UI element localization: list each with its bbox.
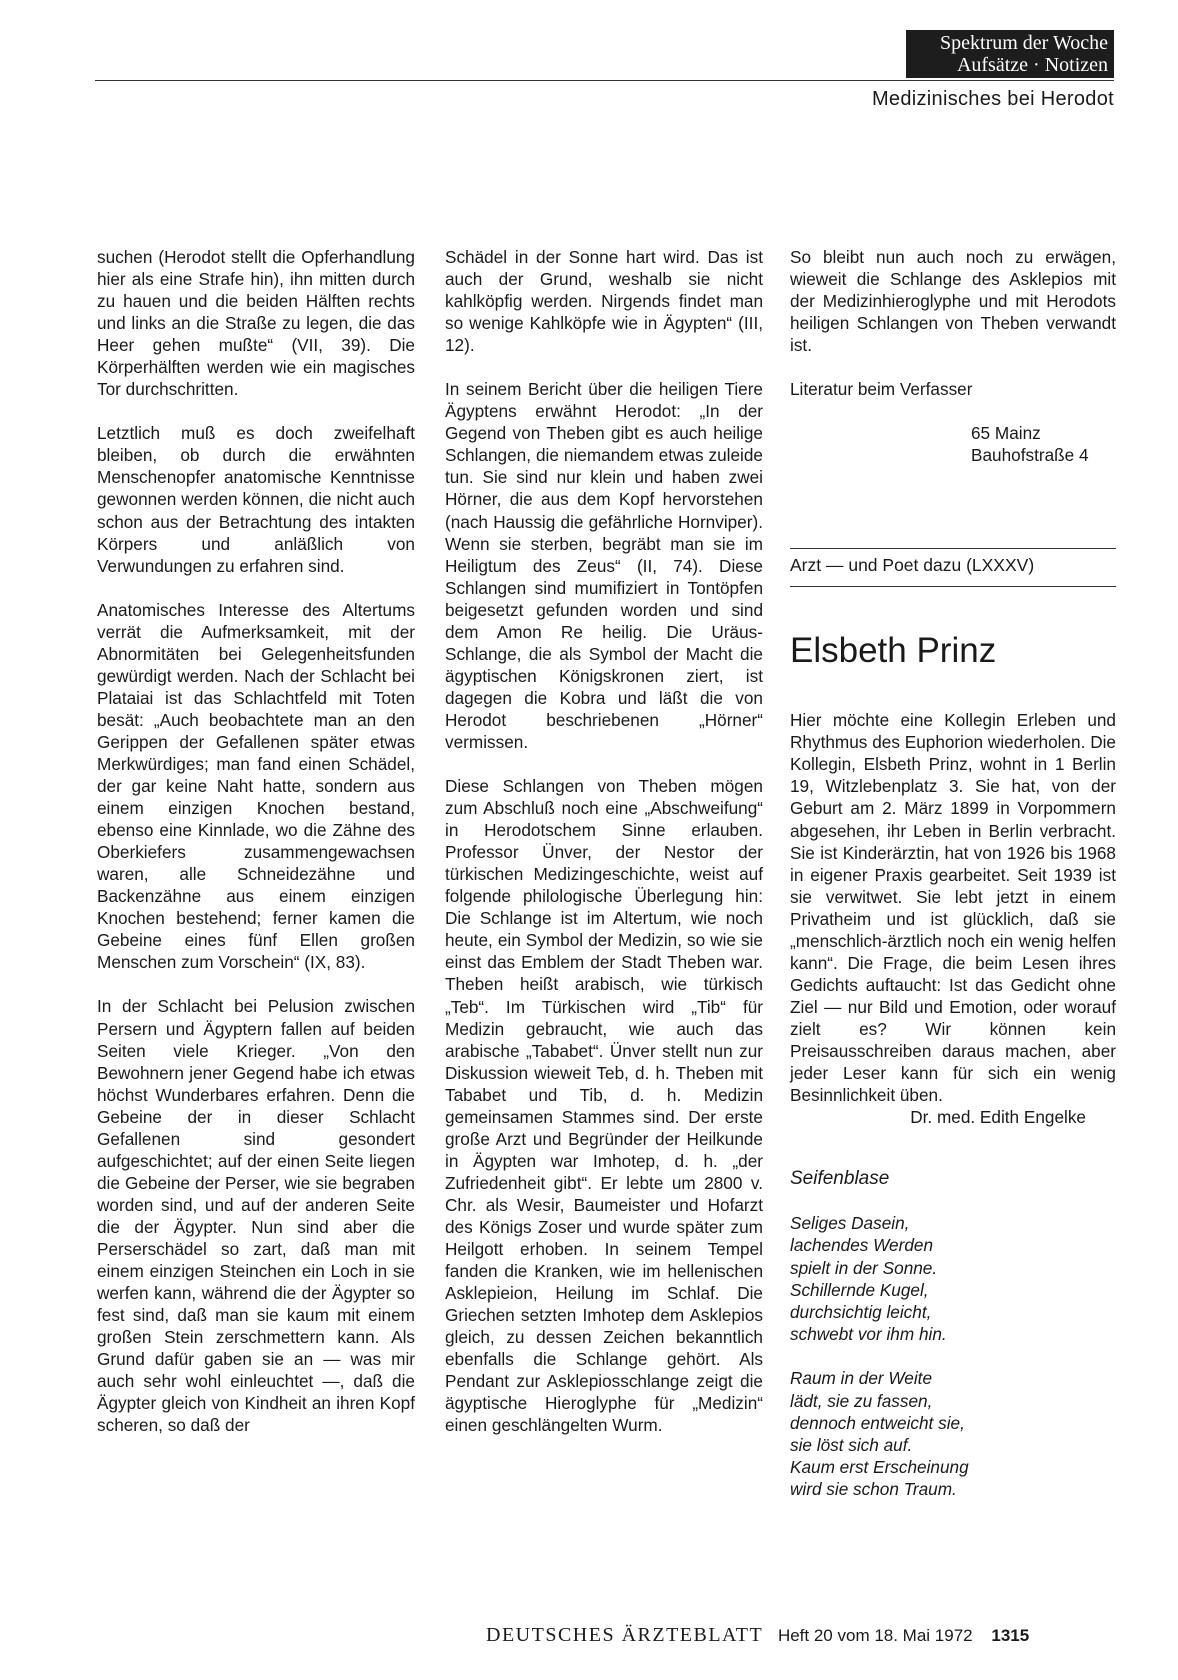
poem-line: sie löst sich auf.: [790, 1435, 913, 1456]
header-rule: [95, 80, 1114, 81]
closing-paragraph: So bleibt nun auch noch zu erwägen, wieweit die Schlange des Asklepios mit der Medizinhieroglyphe und mit Herodots heiligen Schlangen von Theben verwandt ist.: [790, 247, 1116, 356]
journal-name: DEUTSCHES ÄRZTEBLATT: [486, 1624, 764, 1646]
poem-stanza-2: [790, 1367, 1116, 1500]
paragraph: Diese Schlangen von Theben mögen zum Abschluß noch eine „Abschweifung“ in Herodotschem Sinne erlauben. Professor Ünver, der Nestor der türkischen Medizingeschichte, weist auf folgende philologische Überlegung hin: Die Schlange ist im Altertum, wie noch heute, ein Symbol der Medizin, so wie sie einst das Emblem der Stadt Theben war. Theben heißt arabisch, wie türkisch „Teb“. Im Türkischen wird „Tib“ für Medizin gebraucht, wie auch das arabische „Tababet“. Ünver stellt nun zur Diskussion wieweit Teb, d. h. Theben mit Tababet und Tib, d. h. Medizin gemeinsamen Stammes sind. Der erste große Arzt und Begründer der Heilkunde in Ägypten war Imhotep, d. h. „der Zufriedenheit gibt“. Er lebte um 2800 v. Chr. als Wesir, Baumeister und Hofarzt des Königs Zoser und wurde später zum Heilgott erhoben. In seinem Tempel fanden die Kranken, wie im hellenischen Asklepieion, Heilung im Schlaf. Die Griechen setzten Imhotep dem Asklepios gleich, zu dessen Zeichen bekanntlich ebenfalls die Schlange gehört. Als Pendant zur Asklepiosschlange zeigt die ägyptische Hieroglyphe für „Medizin“ einen geschlängelten Wurm.: [445, 776, 763, 1436]
poem-line: lädt, sie zu fassen,: [790, 1390, 933, 1411]
poem-line: durchsichtig leicht,: [790, 1302, 932, 1323]
page-footer: [486, 1624, 1029, 1647]
poem-line: lachendes Werden: [790, 1235, 934, 1256]
article-topic: Medizinisches bei Herodot: [871, 88, 1114, 110]
signature: Dr. med. Edith Engelke: [910, 1107, 1086, 1128]
address-line: 65 Mainz: [971, 423, 1041, 444]
paragraph: Anatomisches Interesse des Altertums verrät die Aufmerksamkeit, mit der Abnormitäten bei Gelegenheitsfunden gewürdigt werden. Nach der Schlacht bei Plataiai ist das Schlachtfeld mit Toten besät: „Auch beobachtete man an den Gerippen der Gefallenen später etwas Merkwürdiges; man fand einen Schädel, der gar keine Naht hatte, sondern aus einem einzigen Knochen bestand, ebenso eine Kinnlade, wo die Zähne des Oberkiefers zusammengewachsen waren, alle Schneidezähne und Backenzähne aus einem einzigen Knochen bestehend; ferner kamen die Gebeine eines fünf Ellen großen Menschen zum Vorschein“ (IX, 83).: [97, 599, 415, 973]
poem-line: Kaum erst Erscheinung: [790, 1457, 969, 1478]
section-rule: [790, 586, 1116, 587]
issue-info: Heft 20 vom 18. Mai 1972: [777, 1626, 973, 1645]
poet-intro: Hier möchte eine Kollegin Erleben und Rhythmus des Euphorion wiederholen. Die Kollegin, Elsbeth Prinz, wohnt in 1 Berlin 19, Witzlebenplatz 3. Sie hat, von der Geburt am 2. März 1899 in Vorpommern abgesehen, ihr Leben in Berlin verbracht. Sie ist Kinderärztin, hat von 1926 bis 1968 in eigener Praxis gearbeitet. Seit 1939 ist sie verwitwet. Sie lebt jetzt in einem Privatheim und ist glücklich, daß sie „menschlich-ärztlich noch ein wenig helfen kann“. Die Frage, die beim Lesen ihres Gedichts auftaucht: Ist das Gedicht ohne Ziel — nur Bild und Emotion, oder worauf zielt es? Wir können kein Preisausschreiben daraus machen, aber jeder Leser kann für sich ein wenig Besinnlichkeit üben.: [790, 710, 1116, 1106]
section-label-line2: Aufsätze · Notizen: [956, 54, 1108, 76]
paragraph: In seinem Bericht über die heiligen Tiere Ägyptens erwähnt Herodot: „In der Gegend von Theben gibt es auch heilige Schlangen, die niemandem etwas zuleide tun. Sie sind nur klein und haben zwei Hörner, die aus dem Kopf hervorstehen (nach Haussig die gefährliche Hornviper). Wenn sie sterben, begräbt man sie im Heiligtum des Zeus“ (II, 74). Diese Schlangen sind mumifiziert in Tontöpfen beigesetzt gefunden worden und sind dem Amon Re heilig. Die Uräus-Schlange, die als Symbol der Macht die ägyptischen Königskronen ziert, ist dagegen die Kobra und läßt die von Herodot beschriebenen „Hörner“ vermissen.: [445, 379, 763, 752]
poem-line: Seliges Dasein,: [790, 1213, 910, 1234]
column-2: [445, 246, 763, 1458]
paragraph: In der Schlacht bei Pelusion zwischen Persern und Ägyptern fallen auf beiden Seiten viele Krieger. „Von den Bewohnern jener Gegend habe ich etwas höchst Wunderbares erfahren. Denn die Gebeine der in dieser Schlacht Gefallenen sind gesondert aufgeschichtet; auf der einen Seite liegen die Gebeine der Perser, wie sie begraben worden sind, und auf der anderen Seite die der Ägypter. Nun sind aber die Perserschädel so zart, daß man mit einem einzigen Steinchen ein Loch in sie werfen kann, während die der Ägypter so fest sind, daß man sie kaum mit einem großen Stein zerschmettern kann. Als Grund dafür gaben sie an — was mir auch sehr wohl einleuchtet —, daß die Ägypter gleich von Kindheit an ihren Kopf scheren, so daß der: [97, 996, 415, 1436]
paragraph: Letztlich muß es doch zweifelhaft bleiben, ob durch die erwähnten Menschenopfer anatomische Kenntnisse gewonnen werden können, die nicht auch schon aus der Betrachtung des intakten Körpers und anläßlich von Verwundungen zu erfahren sind.: [97, 423, 415, 576]
poem-line: schwebt vor ihm hin.: [790, 1324, 947, 1345]
page-number: 1315: [991, 1626, 1030, 1645]
poem-line: Schillernde Kugel,: [790, 1279, 929, 1300]
poem-stanza-1: [790, 1212, 1116, 1345]
series-title: Arzt — und Poet dazu (LXXXV): [790, 555, 1035, 576]
column-3: [790, 246, 1116, 1523]
section-label-line1: Spektrum der Woche: [940, 32, 1108, 54]
poem-line: spielt in der Sonne.: [790, 1257, 938, 1278]
literature-note: Literatur beim Verfasser: [790, 379, 973, 400]
poet-name-heading: Elsbeth Prinz: [790, 631, 997, 671]
paragraph: Schädel in der Sonne hart wird. Das ist auch der Grund, weshalb sie nicht kahlköpfig werden. Nirgends findet man so wenige Kahlköpfe wie in Ägypten“ (III, 12).: [445, 247, 763, 356]
author-address: [971, 422, 1116, 466]
poem-line: dennoch entweicht sie,: [790, 1412, 965, 1433]
section-label-box: [906, 30, 1114, 78]
address-line: Bauhofstraße 4: [971, 445, 1089, 466]
poem-line: Raum in der Weite: [790, 1368, 933, 1389]
poem-line: wird sie schon Traum.: [790, 1479, 957, 1500]
paragraph: suchen (Herodot stellt die Opferhandlung hier als eine Strafe hin), ihn mitten durch zu hauen und die beiden Hälften rechts und links an die Straße zu legen, die das Heer gehen mußte“ (VII, 39). Die Körperhälften werden wie ein magisches Tor durchschritten.: [97, 247, 415, 400]
poem-title: Seifenblase: [790, 1168, 890, 1190]
column-1: [97, 246, 415, 1458]
